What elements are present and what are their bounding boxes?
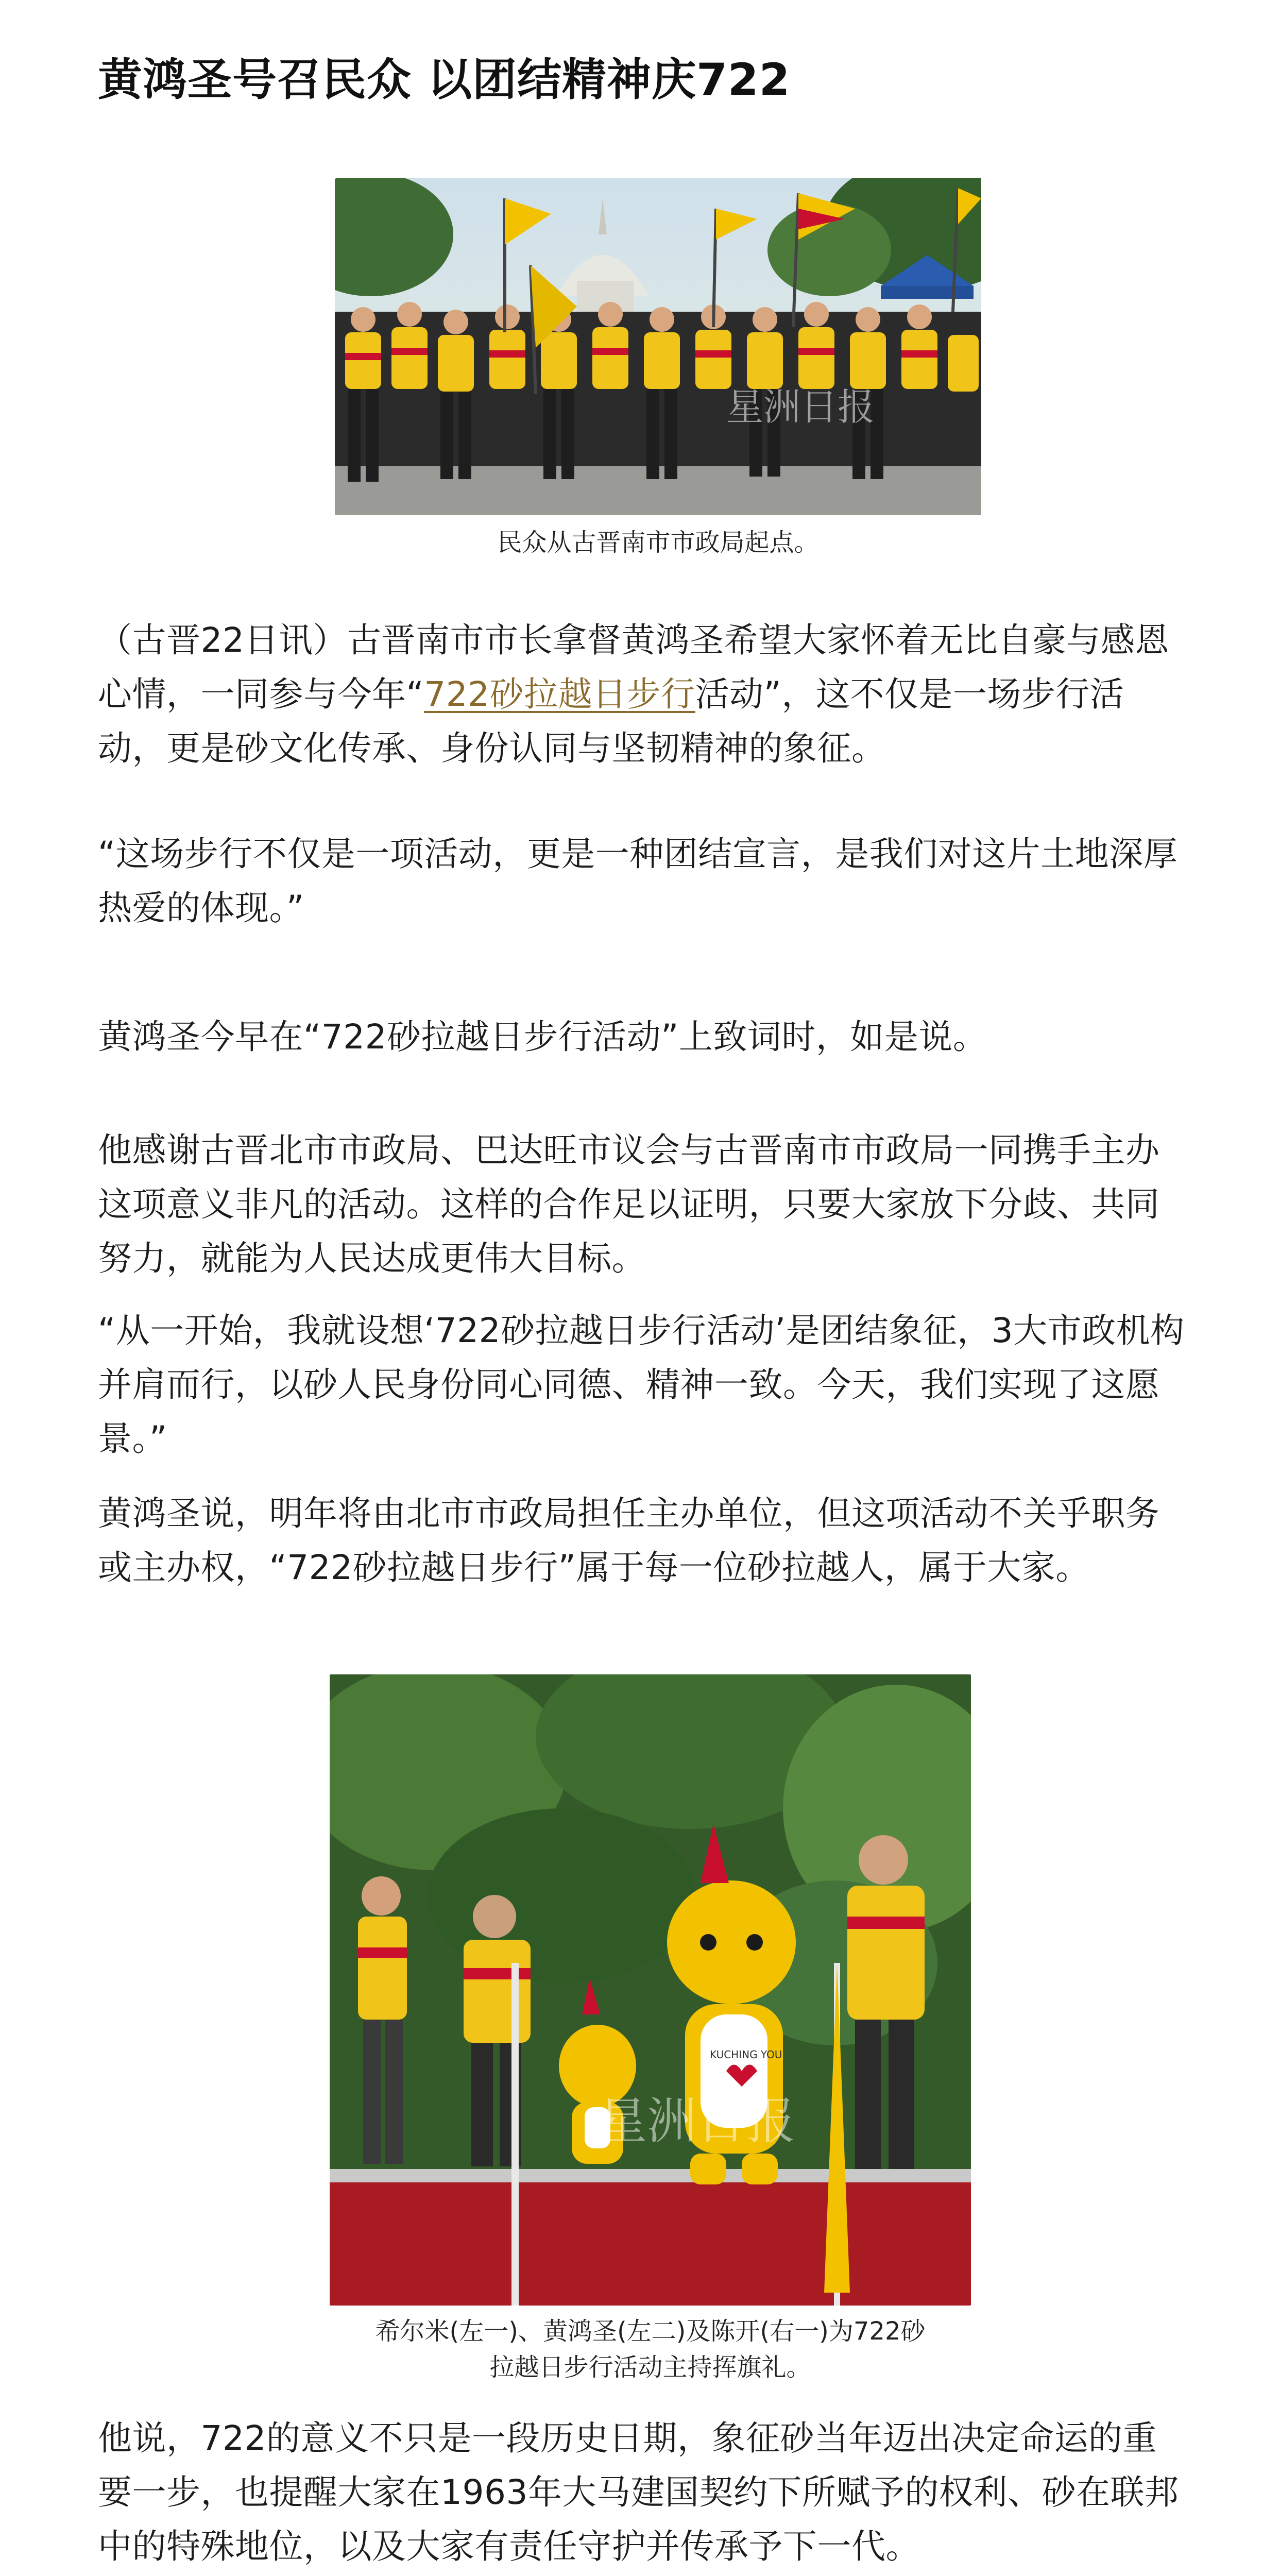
flag-off-photo-illustration: [330, 1674, 971, 2306]
event-link[interactable]: 722砂拉越日步行: [424, 674, 695, 714]
article-paragraph-6: 黄鸿圣说，明年将由北市市政局担任主办单位，但这项活动不关乎职务或主办权，“722砂拉越日步行”属于每一位砂拉越人，属于大家。: [98, 1494, 1160, 1587]
photo-watermark: 星洲日报: [726, 385, 875, 429]
article-paragraph-7: 他说，722的意义不只是一段历史日期，象征砂当年迈出决定命运的重要一步，也提醒大家在1963年大马建国契约下所赋予的权利、砂在联邦中的特殊地位，以及大家有责任守护并传承予下一代。: [98, 2418, 1179, 2566]
caption-line-2: 拉越日步行活动主持挥旗礼。: [489, 2353, 811, 2382]
crowd-photo-caption: 民众从古晋南市市政局起点。: [497, 528, 819, 557]
article-paragraph-3: 黄鸿圣今早在“722砂拉越日步行活动”上致词时，如是说。: [98, 1017, 987, 1057]
mascot-shirt-text: KUCHING YOU: [710, 2048, 782, 2061]
caption-line-1: 希尔米(左一)、黄鸿圣(左二)及陈开(右一)为722砂: [375, 2317, 926, 2346]
flag-off-photo: [330, 1674, 971, 2306]
flag-off-photo-caption: [330, 2313, 971, 2385]
article-paragraph-1: [98, 613, 1190, 775]
crowd-photo: [335, 178, 981, 515]
article-paragraph-5: “从一开始，我就设想‘722砂拉越日步行活动’是团结象征，3大市政机构并肩而行，以砂人民身份同心同德、精神一致。今天，我们实现了这愿景。”: [98, 1311, 1185, 1459]
paragraph-1-rest: 活动”，这不仅是一场步行活动，更是砂文化传承、身份认同与坚韧精神的象征。: [98, 674, 1124, 768]
article-paragraph-4: 他感谢古晋北市市政局、巴达旺市议会与古晋南市市政局一同携手主办这项意义非凡的活动。这样的合作足以证明，只要大家放下分歧、共同努力，就能为人民达成更伟大目标。: [98, 1130, 1160, 1278]
article-paragraph-2: “这场步行不仅是一项活动，更是一种团结宣言，是我们对这片土地深厚热爱的体现。”: [98, 834, 1178, 928]
article-headline: 黄鸿圣号召民众 以团结精神庆722: [98, 54, 791, 106]
paragraph-1-intro: （古晋22日讯）古晋南市市长拿督黄鸿圣希望大家怀着无比自豪与感恩心情，一同参与今年“: [98, 620, 1169, 714]
photo-watermark: 星洲日报: [598, 2092, 795, 2150]
crowd-photo-illustration: [335, 178, 981, 515]
